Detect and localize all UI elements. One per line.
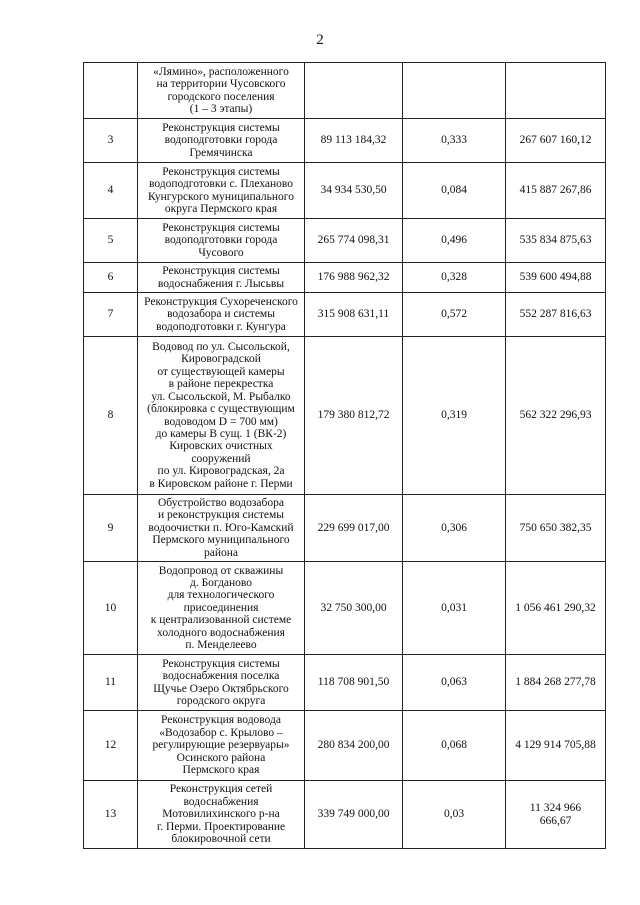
cell-total: 11 324 966 666,67 [506,781,606,849]
cell-total: 267 607 160,12 [506,119,606,163]
table-row [84,562,606,655]
cell-total: 1 884 268 277,78 [506,655,606,711]
table-row [84,781,606,849]
cell-number: 3 [84,119,138,163]
cell-number: 6 [84,263,138,293]
cell-number: 7 [84,293,138,337]
cell-cost: 315 908 631,11 [305,293,403,337]
cell-cost: 118 708 901,50 [305,655,403,711]
cell-cost: 176 988 962,32 [305,263,403,293]
cell-number: 13 [84,781,138,849]
cell-description: Реконструкция водовода «Водозабор с. Крылово – регулирующие резервуары» Осинского района Пермского края [138,711,305,781]
cell-cost: 32 750 300,00 [305,562,403,655]
cell-number: 11 [84,655,138,711]
table-row [84,119,606,163]
cell-coefficient: 0,063 [403,655,506,711]
table-row [84,63,606,119]
cell-description: Обустройство водозабора и реконструкция системы водоочистки п. Юго-Камский Пермского муниципального района [138,495,305,562]
cell-cost: 34 934 530,50 [305,163,403,219]
page-number: 2 [316,32,324,48]
table-row [84,337,606,495]
cell-total: 750 650 382,35 [506,495,606,562]
cell-description: «Лямино», расположенного на территории Чусовского городского поселения (1 – 3 этапы) [138,63,305,119]
cell-coefficient: 0,068 [403,711,506,781]
cell-number: 9 [84,495,138,562]
cell-coefficient: 0,306 [403,495,506,562]
cell-description: Реконструкция системы водоподготовки с. Плеханово Кунгурского муниципального округа Пермского края [138,163,305,219]
cell-description: Реконструкция системы водоподготовки города Чусового [138,219,305,263]
cell-cost: 89 113 184,32 [305,119,403,163]
cell-total: 535 834 875,63 [506,219,606,263]
table-row [84,219,606,263]
table-row [84,263,606,293]
cell-description: Водопровод от скважины д. Богданово для технологического присоединения к централизованной системе холодного водоснабжения п. Менделеево [138,562,305,655]
table-row [84,495,606,562]
cell-cost [305,63,403,119]
cell-number [84,63,138,119]
cell-total: 539 600 494,88 [506,263,606,293]
cell-description: Водовод по ул. Сысольской, Кировоградской от существующей камеры в районе перекрестка ул. Сысольской, М. Рыбалко (блокировка с существующим водоводом D = 700 мм) до камеры В сущ. 1 (ВК-2) Кировских очистных сооружений по ул. Кировоградская, 2а в Кировском районе г. Перми [138,337,305,495]
cell-number: 5 [84,219,138,263]
cell-cost: 229 699 017,00 [305,495,403,562]
cell-description: Реконструкция системы водоподготовки города Гремячинска [138,119,305,163]
cell-cost: 265 774 098,31 [305,219,403,263]
cell-total [506,63,606,119]
cell-description: Реконструкция Сухореченского водозабора и системы водоподготовки г. Кунгура [138,293,305,337]
cell-total: 4 129 914 705,88 [506,711,606,781]
cell-coefficient: 0,328 [403,263,506,293]
cell-description: Реконструкция системы водоснабжения г. Лысьвы [138,263,305,293]
table-row [84,655,606,711]
cell-description: Реконструкция сетей водоснабжения Мотовилихинского р-на г. Перми. Проектирование блокировочной сети [138,781,305,849]
cell-number: 8 [84,337,138,495]
cell-number: 4 [84,163,138,219]
data-table [83,62,606,849]
cell-coefficient: 0,496 [403,219,506,263]
cell-coefficient: 0,03 [403,781,506,849]
cell-cost: 179 380 812,72 [305,337,403,495]
cell-cost: 339 749 000,00 [305,781,403,849]
cell-total: 552 287 816,63 [506,293,606,337]
cell-coefficient [403,63,506,119]
cell-total: 562 322 296,93 [506,337,606,495]
table-row [84,711,606,781]
cell-number: 12 [84,711,138,781]
cell-coefficient: 0,333 [403,119,506,163]
cell-coefficient: 0,572 [403,293,506,337]
cell-coefficient: 0,084 [403,163,506,219]
table-row [84,163,606,219]
cell-coefficient: 0,031 [403,562,506,655]
table-row [84,293,606,337]
cell-cost: 280 834 200,00 [305,711,403,781]
cell-coefficient: 0,319 [403,337,506,495]
cell-total: 415 887 267,86 [506,163,606,219]
cell-description: Реконструкция системы водоснабжения поселка Щучье Озеро Октябрьского городского округа [138,655,305,711]
cell-number: 10 [84,562,138,655]
cell-total: 1 056 461 290,32 [506,562,606,655]
